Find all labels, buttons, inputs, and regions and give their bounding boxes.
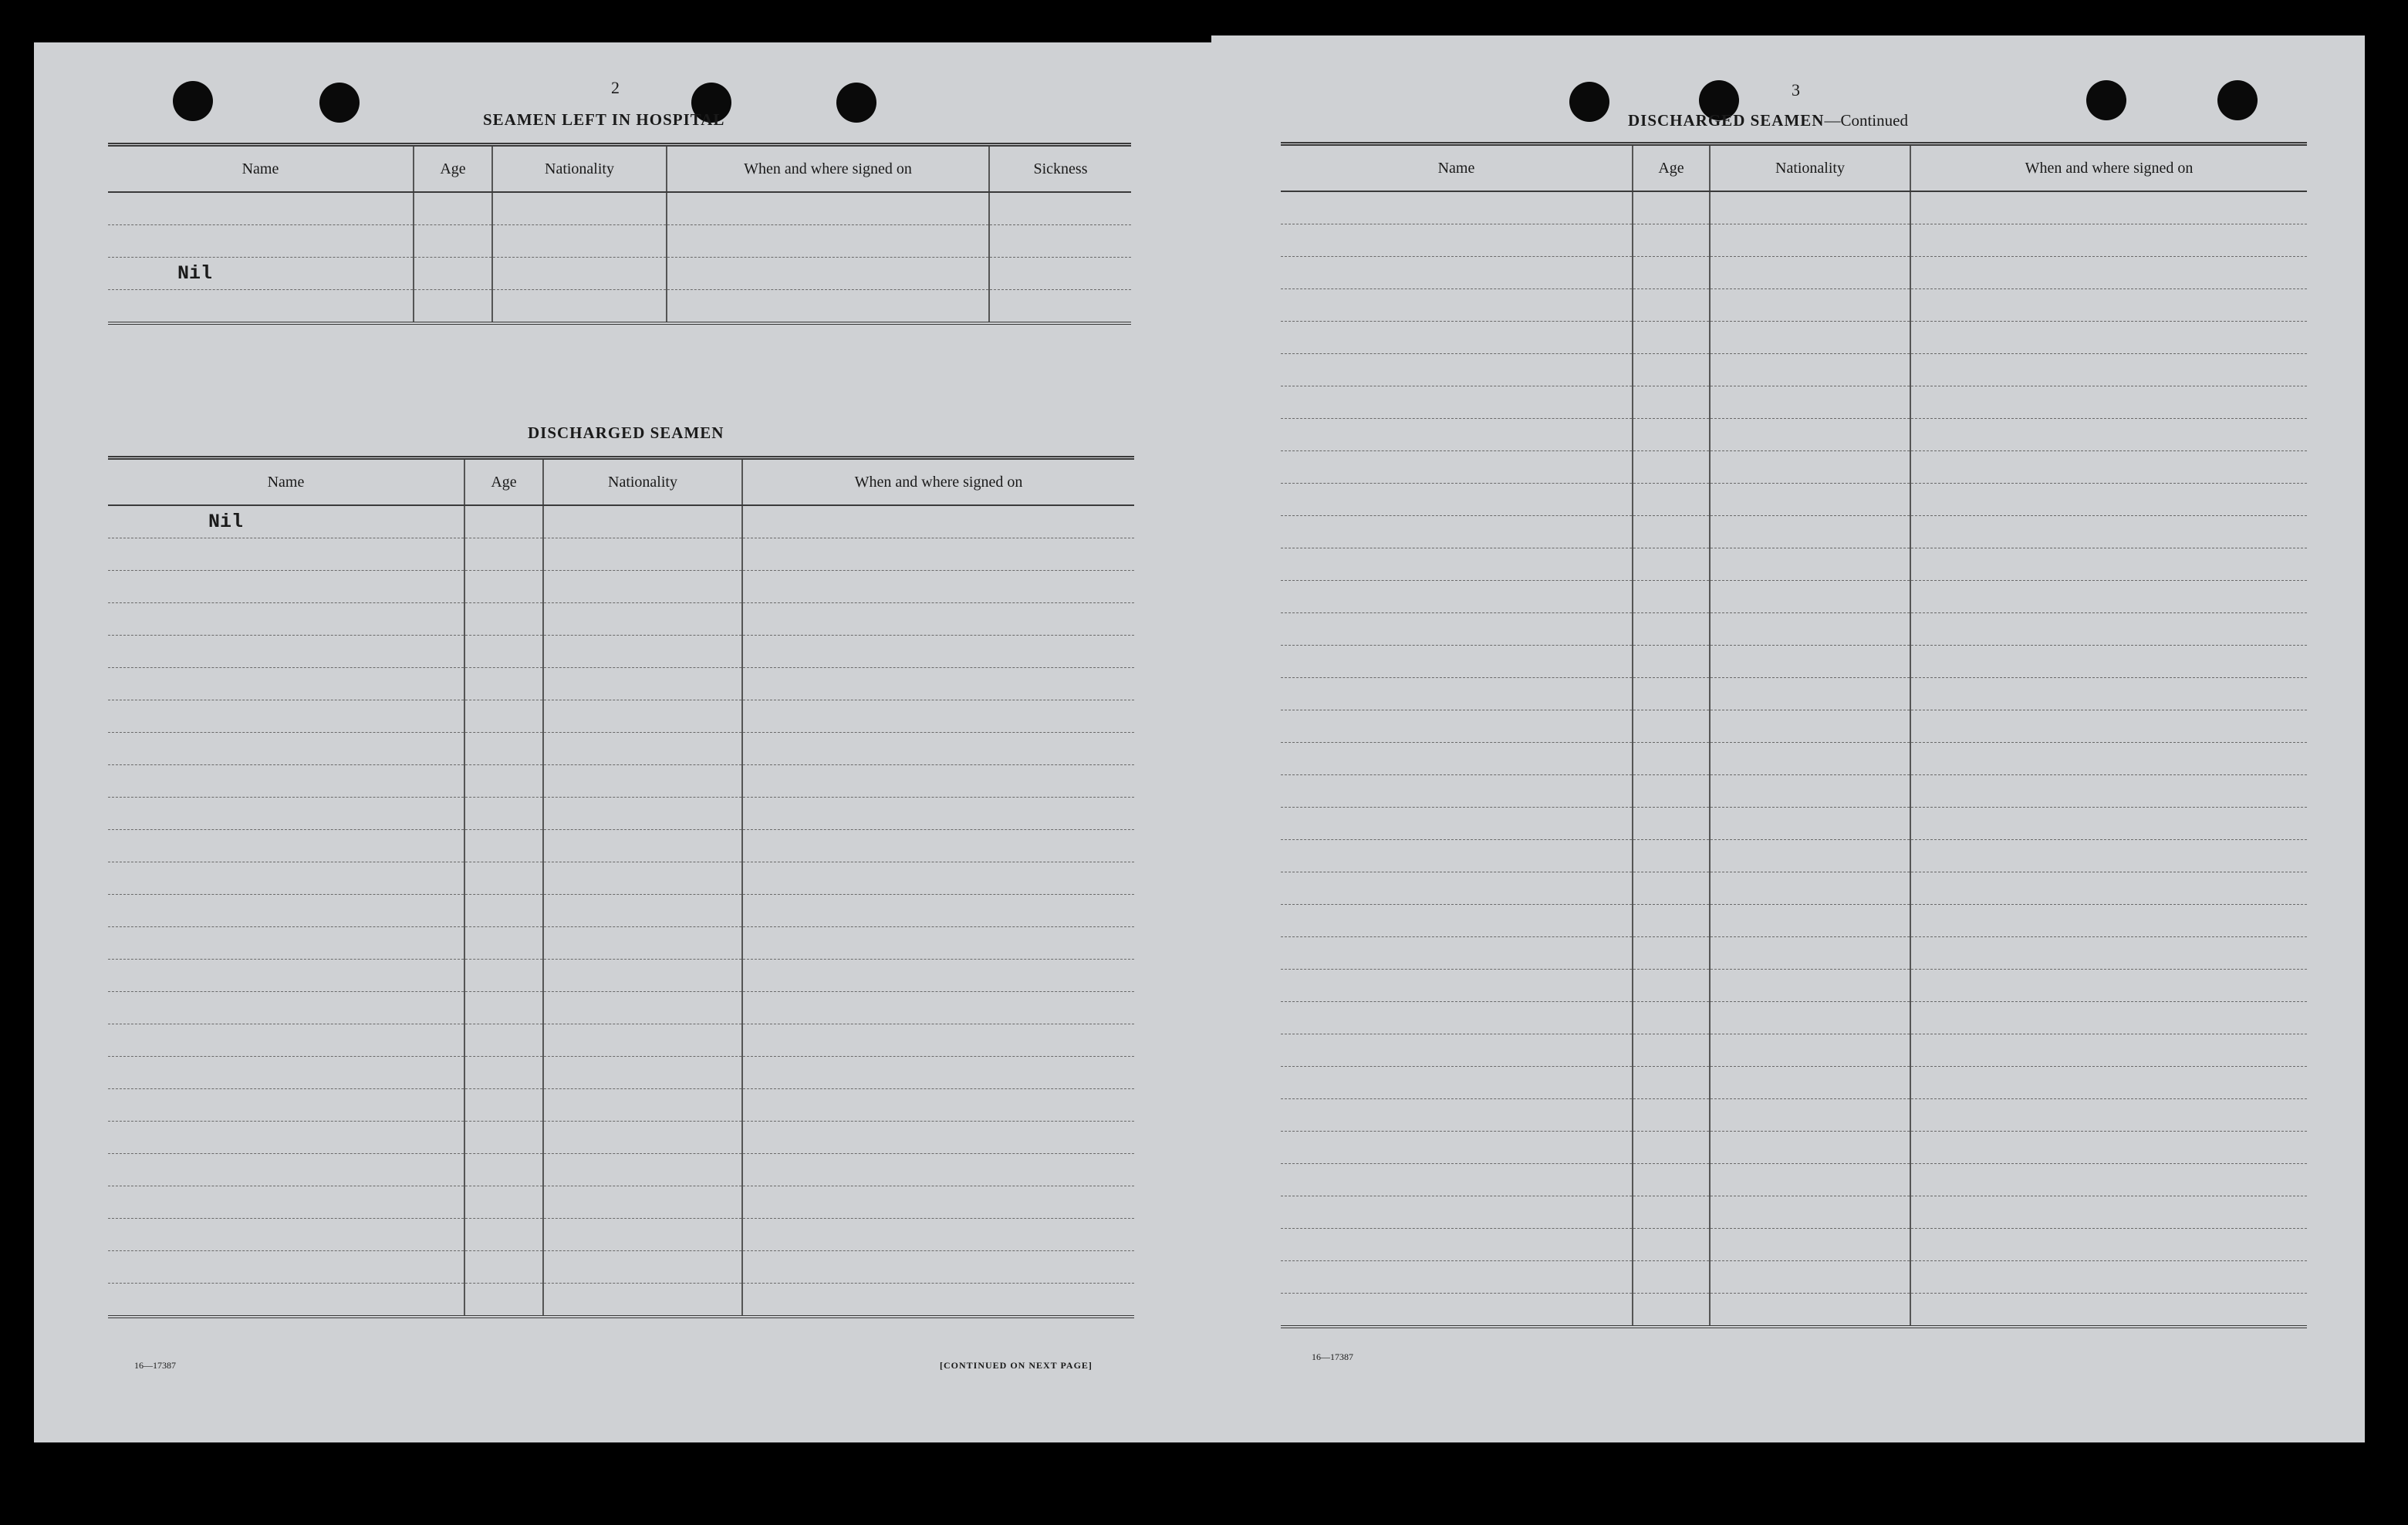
table-row (1281, 872, 2307, 905)
table-row (1281, 419, 2307, 451)
table-row (108, 1284, 1134, 1318)
column-header-age: Age (464, 458, 543, 506)
table-row (1281, 451, 2307, 484)
table-row (108, 1219, 1134, 1251)
form-number: 16—17387 (1312, 1351, 1353, 1362)
table-row (108, 733, 1134, 765)
punch-hole (2217, 80, 2258, 120)
table-row (1281, 743, 2307, 775)
table-row (1281, 1067, 2307, 1099)
table-row (1281, 581, 2307, 613)
column-header-sickness: Sickness (989, 145, 1131, 193)
table-row (108, 603, 1134, 636)
table-row (1281, 289, 2307, 322)
page-number: 2 (611, 78, 620, 97)
discharged-continued-table (1281, 142, 2307, 1328)
table-row (108, 700, 1134, 733)
table-row (1281, 710, 2307, 743)
title-text: DISCHARGED SEAMEN (1628, 111, 1825, 130)
column-header-name: Name (1281, 144, 1633, 192)
table-row (1281, 678, 2307, 710)
column-header-age: Age (1633, 144, 1710, 192)
table-row (108, 1089, 1134, 1122)
table-row (108, 636, 1134, 668)
table-row (1281, 937, 2307, 970)
punch-hole (836, 83, 876, 123)
table-row (1281, 1034, 2307, 1067)
table-row (1281, 1294, 2307, 1328)
table-row (108, 960, 1134, 992)
discharged-table (108, 456, 1134, 1318)
column-header-signed-on: When and where signed on (1910, 144, 2307, 192)
table-row (108, 1154, 1134, 1186)
form-number: 16—17387 (134, 1360, 176, 1371)
table-row (108, 505, 1134, 538)
column-header-nationality: Nationality (1710, 144, 1910, 192)
continued-note: [CONTINUED ON NEXT PAGE] (940, 1360, 1093, 1371)
table-row (1281, 1099, 2307, 1132)
table-row (1281, 548, 2307, 581)
table-row (1281, 191, 2307, 224)
table-row (1281, 840, 2307, 872)
hospital-table (108, 143, 1131, 325)
table-row (1281, 970, 2307, 1002)
column-header-name: Name (108, 145, 414, 193)
table-row (108, 192, 1131, 225)
table-row (108, 895, 1134, 927)
table-row (1281, 775, 2307, 808)
table-row (1281, 484, 2307, 516)
table-row (108, 1251, 1134, 1284)
right-page (1211, 35, 2365, 1442)
table-row (108, 571, 1134, 603)
punch-hole (2086, 80, 2126, 120)
hospital-section-title: SEAMEN LEFT IN HOSPITAL (483, 110, 725, 129)
table-row (108, 1186, 1134, 1219)
column-header-age: Age (414, 145, 492, 193)
table-row (1281, 1261, 2307, 1294)
table-row (1281, 1132, 2307, 1164)
table-row (108, 258, 1131, 290)
table-row (1281, 1196, 2307, 1229)
table-row (1281, 322, 2307, 354)
column-header-signed-on: When and where signed on (667, 145, 989, 193)
table-row (108, 290, 1131, 324)
punch-hole (173, 81, 213, 121)
table-row (108, 798, 1134, 830)
table-row (108, 862, 1134, 895)
table-row (108, 1122, 1134, 1154)
column-header-name: Name (108, 458, 464, 506)
page-number: 3 (1792, 80, 1800, 100)
table-row (108, 765, 1134, 798)
title-suffix: —Continued (1824, 111, 1908, 130)
discharged-continued-title (1628, 111, 1908, 130)
table-row (108, 1024, 1134, 1057)
table-row (1281, 613, 2307, 646)
table-row (108, 830, 1134, 862)
punch-hole (319, 83, 360, 123)
left-page (34, 42, 1238, 1442)
table-row (108, 927, 1134, 960)
column-header-nationality: Nationality (543, 458, 742, 506)
table-row (108, 992, 1134, 1024)
table-row (1281, 224, 2307, 257)
table-row (1281, 257, 2307, 289)
table-row (108, 668, 1134, 700)
table-row (1281, 1229, 2307, 1261)
table-row (1281, 386, 2307, 419)
table-row (108, 538, 1134, 571)
discharged-section-title: DISCHARGED SEAMEN (528, 423, 724, 442)
column-header-signed-on: When and where signed on (742, 458, 1134, 506)
table-row (108, 225, 1131, 258)
discharged-entry-nil: Nil (208, 511, 244, 533)
table-row (1281, 1164, 2307, 1196)
punch-hole (1569, 82, 1609, 122)
table-row (1281, 808, 2307, 840)
table-row (1281, 516, 2307, 548)
table-row (108, 1057, 1134, 1089)
table-row (1281, 354, 2307, 386)
hospital-entry-nil: Nil (177, 262, 213, 285)
table-row (1281, 1002, 2307, 1034)
table-row (1281, 646, 2307, 678)
table-row (1281, 905, 2307, 937)
column-header-nationality: Nationality (492, 145, 667, 193)
